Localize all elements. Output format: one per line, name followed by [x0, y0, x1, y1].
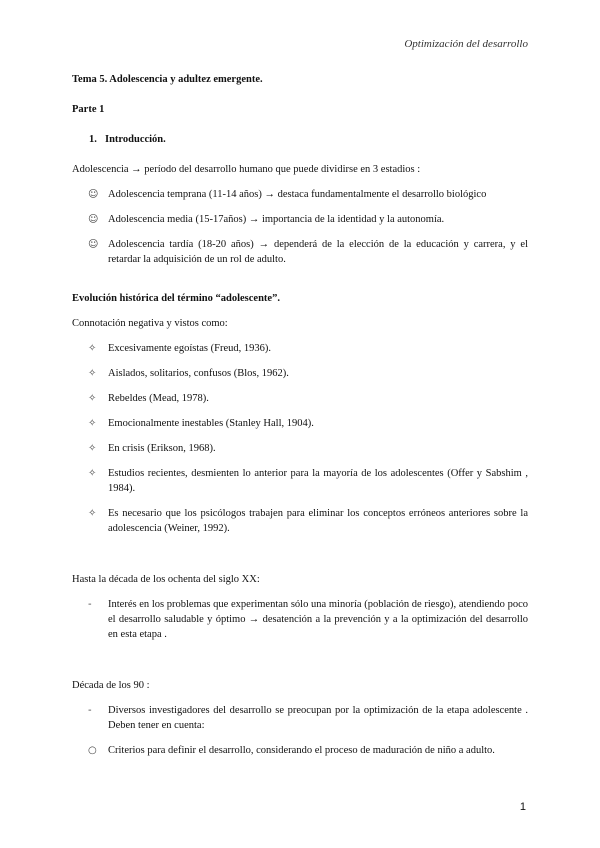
eighties-heading: Hasta la década de los ochenta del siglo XX:	[72, 574, 260, 585]
sparkle-bullet-icon: ✧	[88, 443, 97, 454]
section-title: Introducción.	[105, 134, 166, 145]
sparkle-bullet-icon: ✧	[88, 393, 97, 404]
list-item	[72, 466, 528, 496]
list-item	[72, 212, 528, 227]
sparkle-bullet-icon: ✧	[88, 368, 97, 379]
sparkle-bullet-icon: ✧	[88, 508, 97, 519]
list-item	[72, 506, 528, 536]
list-item-text: Es necesario que los psicólogos trabajen para eliminar los conceptos erróneos anteriores sobre la adolescencia (Weiner, 1992).	[108, 508, 528, 534]
list-item-text: Adolescencia media (15-17años) → importancia de la identidad y la autonomía.	[108, 214, 445, 225]
list-item-text: Estudios recientes, desmienten lo anterior para la mayoría de los adolescentes (Offer y Sabshim , 1984).	[108, 468, 528, 494]
sparkle-bullet-icon: ✧	[88, 343, 97, 354]
list-item	[72, 441, 528, 456]
list-item-text: Diversos investigadores del desarrollo se preocupan por la optimización de la etapa adolescente . Deben tener en cuenta:	[108, 705, 528, 731]
list-item-text: Adolescencia tardía (18-20 años) → dependerá de la elección de la educación y carrera, y el retardar la adquisición de un rol de adulto.	[108, 239, 528, 265]
nineties-sublist	[72, 743, 528, 758]
smiley-bullet-icon: ☺	[88, 239, 99, 250]
list-item	[72, 237, 528, 267]
running-header: Optimización del desarrollo	[404, 38, 528, 50]
nineties-list	[72, 703, 528, 733]
list-item-text: Adolescencia temprana (11-14 años) → destaca fundamentalmente el desarrollo biológico	[108, 189, 487, 200]
list-item	[72, 187, 528, 202]
list-item-text: En crisis (Erikson, 1968).	[108, 443, 216, 454]
list-item	[72, 743, 528, 758]
connotation-paragraph: Connotación negativa y vistos como:	[72, 318, 228, 329]
list-item-text: Interés en los problemas que experimentan sólo una minoría (población de riesgo), atendiendo poco el desarrollo saludable y óptimo → desatención a la prevención y a la optimización del desarrollo en esta etapa .	[108, 599, 528, 640]
list-item	[72, 416, 528, 431]
document-title: Tema 5. Adolescencia y adultez emergente.	[72, 74, 263, 85]
section-heading	[89, 132, 528, 147]
stages-list	[72, 187, 528, 267]
list-item-text: Aislados, solitarios, confusos (Blos, 1962).	[108, 368, 289, 379]
list-item	[72, 703, 528, 733]
page-number: 1	[519, 801, 526, 813]
views-list	[72, 341, 528, 536]
list-item-text: Criterios para definir el desarrollo, considerando el proceso de maduración de niño a adulto.	[108, 745, 495, 756]
list-item	[72, 366, 528, 381]
list-item	[72, 597, 528, 642]
smiley-bullet-icon: ☺	[88, 189, 99, 200]
smiley-bullet-icon: ☺	[88, 214, 99, 225]
list-item	[72, 341, 528, 356]
list-item	[72, 391, 528, 406]
dash-bullet-icon: -	[88, 599, 92, 610]
section-number: 1.	[89, 134, 97, 145]
list-item-text: Emocionalmente inestables (Stanley Hall, 1904).	[108, 418, 314, 429]
eighties-list	[72, 597, 528, 642]
sparkle-bullet-icon: ✧	[88, 418, 97, 429]
list-item-text: Excesivamente egoístas (Freud, 1936).	[108, 343, 271, 354]
page-content	[72, 72, 528, 768]
evolution-heading: Evolución histórica del término “adolescente”.	[72, 293, 280, 304]
nineties-heading: Década de los 90 :	[72, 680, 150, 691]
dash-bullet-icon: -	[88, 705, 92, 716]
list-item-text: Rebeldes (Mead, 1978).	[108, 393, 209, 404]
circle-bullet-icon: ○	[88, 745, 97, 756]
intro-paragraph: Adolescencia → período del desarrollo humano que puede dividirse en 3 estadios :	[72, 164, 421, 175]
sparkle-bullet-icon: ✧	[88, 468, 97, 479]
part-heading: Parte 1	[72, 104, 105, 115]
